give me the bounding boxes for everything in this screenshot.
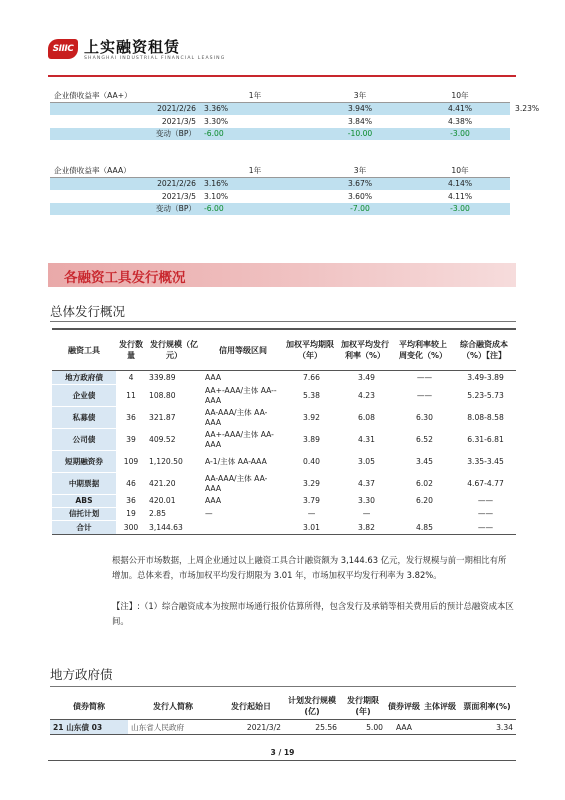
issue-count: 36 — [116, 407, 146, 429]
total-row — [52, 521, 516, 535]
col-header: 加权平均期限（年） — [284, 329, 336, 371]
cell-value: 4.38% — [447, 116, 473, 126]
local-gov-subtitle: 地方政府债 — [50, 667, 113, 682]
issue-size: 339.89 — [146, 371, 202, 385]
financing-cost: 3.35-3.45 — [452, 451, 516, 473]
avg-term: 3.29 — [284, 473, 336, 495]
col-header: 综合融资成本（%）【注】 — [452, 329, 516, 371]
col-header: 发行起始日 — [218, 693, 284, 720]
rate-change: 6.52 — [394, 429, 452, 451]
page-header — [48, 34, 518, 74]
rate-change: —— — [394, 371, 452, 385]
issue-count: 11 — [116, 385, 146, 407]
col-header: 发行规模（亿元） — [146, 329, 202, 371]
yield-title: 企业债收益率（AAA） — [50, 164, 200, 177]
credit-range: A-1/主体 AA-AAA — [202, 451, 284, 473]
instrument-name: 中期票据 — [52, 473, 116, 495]
col-header: 计划发行规模(亿) — [284, 693, 340, 720]
avg-term: 3.92 — [284, 407, 336, 429]
cell-value: 4.14% — [410, 177, 510, 190]
issue-size: 25.56 — [284, 720, 340, 735]
issue-count: 46 — [116, 473, 146, 495]
cell-value: 4.41% — [410, 102, 510, 115]
avg-rate: 3.05 — [336, 451, 394, 473]
cell-value: 3.84% — [347, 116, 373, 126]
issue-count: 4 — [116, 371, 146, 385]
financing-cost: —— — [452, 495, 516, 508]
coupon-rate: 3.34 — [458, 720, 516, 735]
company-name: 上实融资租赁 — [84, 38, 181, 56]
table-header-row — [50, 693, 516, 720]
credit-range: AAA — [202, 371, 284, 385]
financing-cost: —— — [452, 521, 516, 535]
change-row — [50, 128, 510, 141]
financing-cost: 6.31-6.81 — [452, 429, 516, 451]
rate-change: —— — [394, 385, 452, 407]
table-row — [52, 495, 516, 508]
issue-size: 1,120.50 — [146, 451, 202, 473]
col-header: 债券简称 — [50, 693, 128, 720]
col-header: 主体评级 — [422, 693, 458, 720]
avg-term: 3.01 — [284, 521, 336, 535]
bond-rating: AAA — [386, 720, 422, 735]
change-value: -3.00 — [410, 203, 510, 216]
note-paragraph: 【注】:（1）综合融资成本为按照市场通行报价估算所得，包含发行及承销等相关费用后的预计总融资成本区间。 — [112, 601, 514, 626]
table-row — [50, 115, 510, 128]
issue-count: 19 — [116, 508, 146, 521]
change-value: -3.00 — [410, 128, 510, 141]
row-date: 2021/2/26 — [50, 177, 200, 190]
col-header: 3年 — [310, 164, 410, 177]
subtitle-divider — [50, 321, 516, 322]
avg-rate: 4.23 — [336, 385, 394, 407]
issue-size: 2.85 — [146, 508, 202, 521]
credit-range: — — [202, 508, 284, 521]
table-row — [52, 429, 516, 451]
subtitle-divider — [50, 686, 516, 687]
yield-table-aa-plus — [50, 89, 510, 140]
credit-range — [202, 521, 284, 535]
issuer-name: 山东省人民政府 — [128, 720, 218, 735]
stray-value: 3.23% — [515, 104, 540, 113]
rate-change — [394, 508, 452, 521]
row-date: 2021/3/5 — [161, 116, 196, 126]
avg-rate: 6.08 — [336, 407, 394, 429]
financing-cost: 8.08-8.58 — [452, 407, 516, 429]
issue-count: 39 — [116, 429, 146, 451]
yield-title: 企业债收益率（AA+） — [50, 89, 200, 102]
cell-value: 3.60% — [347, 191, 373, 201]
col-header: 1年 — [200, 89, 310, 102]
avg-rate: 4.37 — [336, 473, 394, 495]
issue-size: 321.87 — [146, 407, 202, 429]
instrument-name: 企业债 — [52, 385, 116, 407]
cell-value: 3.94% — [310, 102, 410, 115]
issue-size: 421.20 — [146, 473, 202, 495]
row-date: 2021/3/5 — [161, 191, 196, 201]
rate-change: 4.85 — [394, 521, 452, 535]
instrument-name: 合计 — [52, 521, 116, 535]
col-header: 债券评级 — [386, 693, 422, 720]
issue-size: 108.80 — [146, 385, 202, 407]
section-header — [48, 263, 516, 287]
table-header-row — [52, 329, 516, 371]
avg-term: 7.66 — [284, 371, 336, 385]
cell-value: 3.16% — [200, 177, 310, 190]
table-row — [50, 102, 510, 115]
col-header: 发行数量 — [116, 329, 146, 371]
avg-term: 5.38 — [284, 385, 336, 407]
col-header: 信用等级区间 — [202, 329, 284, 371]
avg-rate: 3.49 — [336, 371, 394, 385]
rate-change: 6.20 — [394, 495, 452, 508]
issue-size: 420.01 — [146, 495, 202, 508]
issue-count: 36 — [116, 495, 146, 508]
instrument-name: 公司债 — [52, 429, 116, 451]
issue-date: 2021/3/2 — [218, 720, 284, 735]
overview-subtitle: 总体发行概况 — [50, 304, 126, 319]
table-row — [52, 508, 516, 521]
section-title: 各融资工具发行概况 — [64, 270, 186, 286]
change-value: -10.00 — [310, 128, 410, 141]
credit-range: AA-AAA/主体 AA-AAA — [202, 473, 284, 495]
page-number: 3 / 19 — [270, 748, 295, 757]
col-header: 融资工具 — [52, 329, 116, 371]
avg-term: 3.79 — [284, 495, 336, 508]
col-header: 发行期限(年) — [340, 693, 386, 720]
col-header: 1年 — [200, 164, 310, 177]
issue-count: 300 — [116, 521, 146, 535]
col-header: 10年 — [410, 164, 510, 177]
change-label: 变动（BP） — [50, 203, 200, 216]
table-row — [50, 720, 516, 735]
issue-term: 5.00 — [340, 720, 386, 735]
instrument-name: ABS — [52, 495, 116, 508]
credit-range: AA+-AAA/主体 AA-AAA — [202, 429, 284, 451]
instrument-name: 地方政府债 — [52, 371, 116, 385]
financing-cost: 3.49-3.89 — [452, 371, 516, 385]
avg-rate: 4.31 — [336, 429, 394, 451]
cell-value: 3.10% — [204, 191, 229, 201]
table-row — [52, 451, 516, 473]
row-date: 2021/2/26 — [50, 102, 200, 115]
credit-range: AA+-AAA/主体 AA--AAA — [202, 385, 284, 407]
issuer-rating — [422, 720, 458, 735]
change-value: -6.00 — [200, 203, 310, 216]
issue-size: 3,144.63 — [146, 521, 202, 535]
rate-change: 6.30 — [394, 407, 452, 429]
table-row — [52, 371, 516, 385]
table-row — [52, 407, 516, 429]
cell-value: 3.30% — [204, 116, 229, 126]
col-header: 加权平均发行利率（%） — [336, 329, 394, 371]
table-row — [50, 190, 510, 203]
issue-size: 409.52 — [146, 429, 202, 451]
financing-cost: 5.23-5.73 — [452, 385, 516, 407]
credit-range: AA-AAA/主体 AA-AAA — [202, 407, 284, 429]
instrument-name: 短期融资券 — [52, 451, 116, 473]
yield-table-aaa — [50, 164, 510, 215]
overview-table — [52, 328, 516, 535]
cell-value: 3.36% — [200, 102, 310, 115]
col-header: 票面利率(%) — [458, 693, 516, 720]
rate-change: 6.02 — [394, 473, 452, 495]
change-label: 变动（BP） — [50, 128, 200, 141]
company-name-en: SHANGHAI INDUSTRIAL FINANCIAL LEASING — [84, 56, 226, 61]
financing-cost: —— — [452, 508, 516, 521]
company-logo-icon: SIIIC — [48, 39, 78, 59]
table-row — [50, 177, 510, 190]
instrument-name: 信托计划 — [52, 508, 116, 521]
avg-term: — — [284, 508, 336, 521]
cell-value: 3.67% — [310, 177, 410, 190]
avg-rate: 3.82 — [336, 521, 394, 535]
footer-divider — [48, 760, 516, 761]
change-value: -7.00 — [310, 203, 410, 216]
col-header: 3年 — [310, 89, 410, 102]
local-gov-bond-table — [50, 693, 516, 735]
financing-cost: 4.67-4.77 — [452, 473, 516, 495]
summary-paragraph: 根据公开市场数据，上周企业通过以上融资工具合计融资额为 3,144.63 亿元，发行规模与前一期相比有所增加。总体来看，市场加权平均发行期限为 3.01 年，市场加权平均发行利率为 3.82%。 — [112, 555, 507, 580]
cell-value: 4.11% — [447, 191, 473, 201]
header-divider — [48, 75, 516, 77]
col-header: 平均利率较上周变化（%） — [394, 329, 452, 371]
avg-rate: — — [336, 508, 394, 521]
avg-term: 3.89 — [284, 429, 336, 451]
col-header: 发行人简称 — [128, 693, 218, 720]
table-row — [52, 473, 516, 495]
instrument-name: 私募债 — [52, 407, 116, 429]
rate-change: 3.45 — [394, 451, 452, 473]
issue-count: 109 — [116, 451, 146, 473]
credit-range: AAA — [202, 495, 284, 508]
avg-term: 0.40 — [284, 451, 336, 473]
table-row — [52, 385, 516, 407]
change-row — [50, 203, 510, 216]
change-value: -6.00 — [200, 128, 310, 141]
avg-rate: 3.30 — [336, 495, 394, 508]
col-header: 10年 — [410, 89, 510, 102]
bond-name: 21 山东债 03 — [50, 720, 128, 735]
